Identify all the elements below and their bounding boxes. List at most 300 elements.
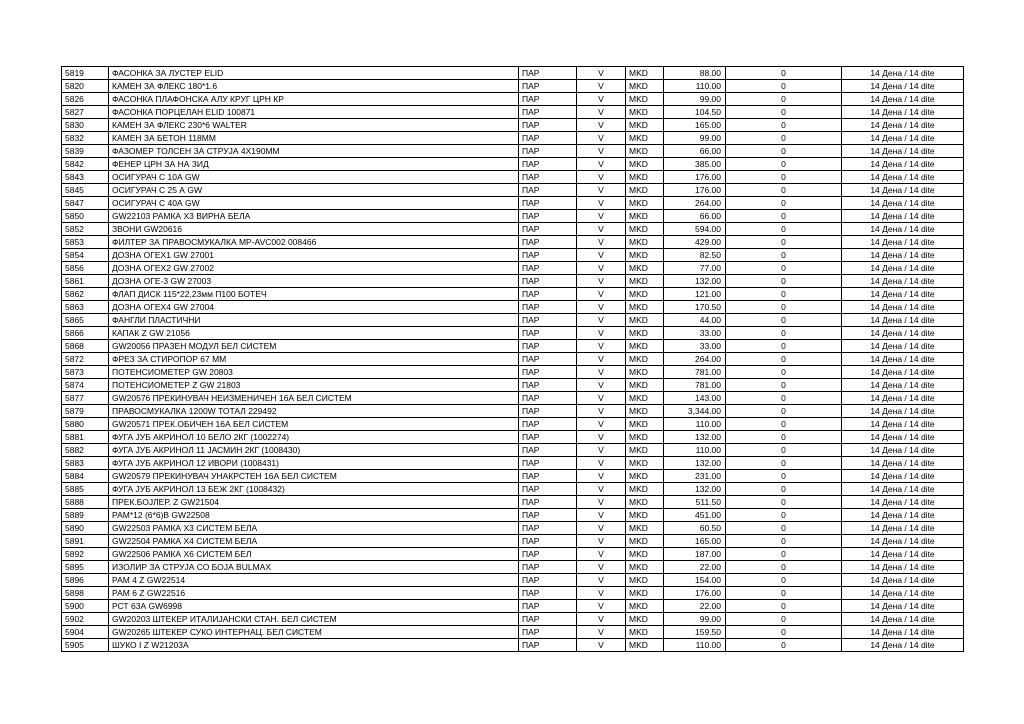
- item-name: GW22506 РАМКА Х6 СИСТЕМ БЕЛ: [109, 548, 519, 561]
- item-currency: MKD: [626, 418, 664, 431]
- item-price: 176.00: [664, 184, 726, 197]
- item-code: 5891: [62, 535, 109, 548]
- item-v: V: [577, 327, 626, 340]
- item-code: 5890: [62, 522, 109, 535]
- item-unit: ПАР: [519, 275, 577, 288]
- item-unit: ПАР: [519, 236, 577, 249]
- item-price: 33.00: [664, 327, 726, 340]
- item-unit: ПАР: [519, 93, 577, 106]
- item-quantity: 0: [726, 639, 842, 652]
- item-name: GW20056 ПРАЗЕН МОДУЛ БЕЛ СИСТЕМ: [109, 340, 519, 353]
- item-unit: ПАР: [519, 158, 577, 171]
- item-code: 5883: [62, 457, 109, 470]
- item-currency: MKD: [626, 327, 664, 340]
- item-currency: MKD: [626, 639, 664, 652]
- item-delivery: 14 Дена / 14 dite: [842, 522, 964, 535]
- item-v: V: [577, 80, 626, 93]
- item-quantity: 0: [726, 392, 842, 405]
- item-unit: ПАР: [519, 522, 577, 535]
- item-code: 5850: [62, 210, 109, 223]
- table-row: [62, 327, 964, 340]
- item-v: V: [577, 288, 626, 301]
- table-row: [62, 444, 964, 457]
- item-v: V: [577, 210, 626, 223]
- item-price: 143.00: [664, 392, 726, 405]
- item-currency: MKD: [626, 314, 664, 327]
- item-delivery: 14 Дена / 14 dite: [842, 301, 964, 314]
- item-v: V: [577, 249, 626, 262]
- item-name: ИЗОЛИР ЗА СТРУЈА СО БОЈА BULMAX: [109, 561, 519, 574]
- item-currency: MKD: [626, 197, 664, 210]
- table-row: [62, 301, 964, 314]
- item-code: 5863: [62, 301, 109, 314]
- item-currency: MKD: [626, 340, 664, 353]
- item-currency: MKD: [626, 496, 664, 509]
- item-delivery: 14 Дена / 14 dite: [842, 171, 964, 184]
- item-delivery: 14 Дена / 14 dite: [842, 509, 964, 522]
- item-price: 82.50: [664, 249, 726, 262]
- item-unit: ПАР: [519, 301, 577, 314]
- item-delivery: 14 Дена / 14 dite: [842, 405, 964, 418]
- item-code: 5832: [62, 132, 109, 145]
- item-code: 5872: [62, 353, 109, 366]
- item-price: 231.00: [664, 470, 726, 483]
- item-price: 165.00: [664, 535, 726, 548]
- item-currency: MKD: [626, 535, 664, 548]
- item-delivery: 14 Дена / 14 dite: [842, 626, 964, 639]
- item-unit: ПАР: [519, 366, 577, 379]
- table-row: [62, 457, 964, 470]
- item-code: 5880: [62, 418, 109, 431]
- item-v: V: [577, 171, 626, 184]
- item-currency: MKD: [626, 145, 664, 158]
- table-row: [62, 132, 964, 145]
- item-delivery: 14 Дена / 14 dite: [842, 80, 964, 93]
- item-v: V: [577, 496, 626, 509]
- item-name: РСТ 63А GW6998: [109, 600, 519, 613]
- item-price: 110.00: [664, 418, 726, 431]
- item-price: 66.00: [664, 210, 726, 223]
- item-currency: MKD: [626, 93, 664, 106]
- item-v: V: [577, 106, 626, 119]
- item-quantity: 0: [726, 67, 842, 80]
- item-quantity: 0: [726, 379, 842, 392]
- item-unit: ПАР: [519, 561, 577, 574]
- table-row: [62, 405, 964, 418]
- item-delivery: 14 Дена / 14 dite: [842, 431, 964, 444]
- item-delivery: 14 Дена / 14 dite: [842, 418, 964, 431]
- item-code: 5839: [62, 145, 109, 158]
- item-unit: ПАР: [519, 613, 577, 626]
- item-quantity: 0: [726, 561, 842, 574]
- item-v: V: [577, 548, 626, 561]
- item-price: 110.00: [664, 444, 726, 457]
- item-code: 5905: [62, 639, 109, 652]
- item-currency: MKD: [626, 470, 664, 483]
- item-quantity: 0: [726, 496, 842, 509]
- item-name: ФУГА ЈУБ АКРИНОЛ 11 ЈАСМИН 2КГ (1008430): [109, 444, 519, 457]
- item-quantity: 0: [726, 106, 842, 119]
- item-currency: MKD: [626, 301, 664, 314]
- item-unit: ПАР: [519, 210, 577, 223]
- item-name: РАМ*12 (6*6)B GW22508: [109, 509, 519, 522]
- item-price: 594.00: [664, 223, 726, 236]
- item-name: ПРАВОСМУКАЛКА 1200W ТОТАЛ 229492: [109, 405, 519, 418]
- item-name: ФУГА ЈУБ АКРИНОЛ 12 ИВОРИ (1008431): [109, 457, 519, 470]
- table-row: [62, 106, 964, 119]
- item-quantity: 0: [726, 405, 842, 418]
- item-unit: ПАР: [519, 249, 577, 262]
- item-price: 165.00: [664, 119, 726, 132]
- table-row: [62, 314, 964, 327]
- item-v: V: [577, 574, 626, 587]
- item-name: ФЛАП ДИСК 115*22,23мм П100 БОТЕЧ: [109, 288, 519, 301]
- item-currency: MKD: [626, 171, 664, 184]
- item-quantity: 0: [726, 470, 842, 483]
- item-delivery: 14 Дена / 14 dite: [842, 236, 964, 249]
- item-code: 5874: [62, 379, 109, 392]
- item-unit: ПАР: [519, 288, 577, 301]
- item-code: 5885: [62, 483, 109, 496]
- item-code: 5827: [62, 106, 109, 119]
- item-price: 99.00: [664, 93, 726, 106]
- item-price: 44.00: [664, 314, 726, 327]
- item-delivery: 14 Дена / 14 dite: [842, 535, 964, 548]
- item-name: GW20576 ПРЕКИНУВАЧ НЕИЗМЕНИЧЕН 16А БЕЛ СИСТЕМ: [109, 392, 519, 405]
- item-name: КАМЕН ЗА БЕТОН 118ММ: [109, 132, 519, 145]
- item-name: ЗВОНИ GW20616: [109, 223, 519, 236]
- item-name: GW20203 ШТЕКЕР ИТАЛИЈАНСКИ СТАН. БЕЛ СИСТЕМ: [109, 613, 519, 626]
- item-name: КАПАК Z GW 21056: [109, 327, 519, 340]
- table-row: [62, 535, 964, 548]
- item-code: 5892: [62, 548, 109, 561]
- item-name: ПРЕК.БОЈЛЕР. Z GW21504: [109, 496, 519, 509]
- item-unit: ПАР: [519, 314, 577, 327]
- item-unit: ПАР: [519, 470, 577, 483]
- table-row: [62, 249, 964, 262]
- item-delivery: 14 Дена / 14 dite: [842, 379, 964, 392]
- item-currency: MKD: [626, 158, 664, 171]
- item-quantity: 0: [726, 145, 842, 158]
- item-unit: ПАР: [519, 600, 577, 613]
- item-delivery: 14 Дена / 14 dite: [842, 197, 964, 210]
- item-price: 99.00: [664, 132, 726, 145]
- item-v: V: [577, 184, 626, 197]
- item-delivery: 14 Дена / 14 dite: [842, 145, 964, 158]
- item-name: ДОЗНА ОГЕX4 GW 27004: [109, 301, 519, 314]
- item-quantity: 0: [726, 119, 842, 132]
- item-delivery: 14 Дена / 14 dite: [842, 639, 964, 652]
- item-quantity: 0: [726, 327, 842, 340]
- table-row: [62, 158, 964, 171]
- item-v: V: [577, 119, 626, 132]
- item-v: V: [577, 301, 626, 314]
- item-quantity: 0: [726, 171, 842, 184]
- table-row: [62, 340, 964, 353]
- item-price: 33.00: [664, 340, 726, 353]
- item-name: ФАНГЛИ ПЛАСТИЧНИ: [109, 314, 519, 327]
- item-v: V: [577, 470, 626, 483]
- item-quantity: 0: [726, 236, 842, 249]
- item-v: V: [577, 197, 626, 210]
- item-unit: ПАР: [519, 171, 577, 184]
- item-quantity: 0: [726, 93, 842, 106]
- item-price: 60.50: [664, 522, 726, 535]
- item-code: 5881: [62, 431, 109, 444]
- item-name: GW22103 РАМКА Х3 ВИРНА БЕЛА: [109, 210, 519, 223]
- item-currency: MKD: [626, 600, 664, 613]
- item-v: V: [577, 418, 626, 431]
- item-name: ФЕНЕР ЦРН ЗА НА ЗИД: [109, 158, 519, 171]
- item-currency: MKD: [626, 379, 664, 392]
- item-delivery: 14 Дена / 14 dite: [842, 106, 964, 119]
- item-code: 5854: [62, 249, 109, 262]
- item-delivery: 14 Дена / 14 dite: [842, 340, 964, 353]
- item-unit: ПАР: [519, 145, 577, 158]
- item-unit: ПАР: [519, 379, 577, 392]
- item-code: 5861: [62, 275, 109, 288]
- item-unit: ПАР: [519, 418, 577, 431]
- item-delivery: 14 Дена / 14 dite: [842, 275, 964, 288]
- item-delivery: 14 Дена / 14 dite: [842, 587, 964, 600]
- item-currency: MKD: [626, 80, 664, 93]
- item-name: ДОЗНА ОГЕ-3 GW 27003: [109, 275, 519, 288]
- item-currency: MKD: [626, 509, 664, 522]
- item-name: ОСИГУРАЧ С 25 А GW: [109, 184, 519, 197]
- item-unit: ПАР: [519, 262, 577, 275]
- item-delivery: 14 Дена / 14 dite: [842, 119, 964, 132]
- table-row: [62, 431, 964, 444]
- item-v: V: [577, 639, 626, 652]
- item-currency: MKD: [626, 392, 664, 405]
- table-row: [62, 145, 964, 158]
- item-price: 170.50: [664, 301, 726, 314]
- item-delivery: 14 Дена / 14 dite: [842, 223, 964, 236]
- item-delivery: 14 Дена / 14 dite: [842, 444, 964, 457]
- item-v: V: [577, 223, 626, 236]
- item-price: 429.00: [664, 236, 726, 249]
- item-name: КАМЕН ЗА ФЛЕКС 180*1.6: [109, 80, 519, 93]
- item-code: 5862: [62, 288, 109, 301]
- item-code: 5879: [62, 405, 109, 418]
- item-name: ПОТЕНСИОМЕТЕР Z GW 21803: [109, 379, 519, 392]
- item-unit: ПАР: [519, 106, 577, 119]
- item-currency: MKD: [626, 132, 664, 145]
- item-name: ФУГА ЈУБ АКРИНОЛ 10 БЕЛО 2КГ (1002274): [109, 431, 519, 444]
- table-row: [62, 522, 964, 535]
- item-v: V: [577, 158, 626, 171]
- table-row: [62, 119, 964, 132]
- item-price: 781.00: [664, 366, 726, 379]
- table-row: [62, 223, 964, 236]
- item-delivery: 14 Дена / 14 dite: [842, 314, 964, 327]
- item-code: 5843: [62, 171, 109, 184]
- item-delivery: 14 Дена / 14 dite: [842, 132, 964, 145]
- item-v: V: [577, 67, 626, 80]
- item-delivery: 14 Дена / 14 dite: [842, 353, 964, 366]
- table-row: [62, 366, 964, 379]
- item-price: 451.00: [664, 509, 726, 522]
- item-delivery: 14 Дена / 14 dite: [842, 249, 964, 262]
- item-currency: MKD: [626, 431, 664, 444]
- item-v: V: [577, 431, 626, 444]
- item-v: V: [577, 509, 626, 522]
- item-quantity: 0: [726, 197, 842, 210]
- item-unit: ПАР: [519, 509, 577, 522]
- item-currency: MKD: [626, 262, 664, 275]
- table-row: [62, 587, 964, 600]
- item-code: 5819: [62, 67, 109, 80]
- item-unit: ПАР: [519, 184, 577, 197]
- item-name: ДОЗНА ОГЕX2 GW 27002: [109, 262, 519, 275]
- item-code: 5853: [62, 236, 109, 249]
- item-currency: MKD: [626, 223, 664, 236]
- item-unit: ПАР: [519, 340, 577, 353]
- item-unit: ПАР: [519, 574, 577, 587]
- item-name: ФРЕЗ ЗА СТИРОПОР 67 ММ: [109, 353, 519, 366]
- item-quantity: 0: [726, 535, 842, 548]
- table-row: [62, 470, 964, 483]
- item-price: 88.00: [664, 67, 726, 80]
- item-price: 187.00: [664, 548, 726, 561]
- item-quantity: 0: [726, 210, 842, 223]
- item-unit: ПАР: [519, 67, 577, 80]
- item-quantity: 0: [726, 158, 842, 171]
- item-unit: ПАР: [519, 626, 577, 639]
- item-v: V: [577, 535, 626, 548]
- item-price: 99.00: [664, 613, 726, 626]
- item-code: 5826: [62, 93, 109, 106]
- table-row: [62, 483, 964, 496]
- table-row: [62, 67, 964, 80]
- item-currency: MKD: [626, 457, 664, 470]
- item-name: GW20579 ПРЕКИНУВАЧ УНАКРСТЕН 16А БЕЛ СИСТЕМ: [109, 470, 519, 483]
- table-row: [62, 275, 964, 288]
- item-quantity: 0: [726, 249, 842, 262]
- item-unit: ПАР: [519, 353, 577, 366]
- item-price: 264.00: [664, 197, 726, 210]
- item-name: ДОЗНА ОГЕX1 GW 27001: [109, 249, 519, 262]
- item-v: V: [577, 314, 626, 327]
- item-price: 176.00: [664, 587, 726, 600]
- item-price: 77.00: [664, 262, 726, 275]
- item-quantity: 0: [726, 366, 842, 379]
- item-price: 132.00: [664, 457, 726, 470]
- item-currency: MKD: [626, 210, 664, 223]
- item-v: V: [577, 392, 626, 405]
- table-row: [62, 639, 964, 652]
- item-v: V: [577, 444, 626, 457]
- item-code: 5888: [62, 496, 109, 509]
- item-v: V: [577, 600, 626, 613]
- item-delivery: 14 Дена / 14 dite: [842, 67, 964, 80]
- item-v: V: [577, 340, 626, 353]
- item-v: V: [577, 522, 626, 535]
- item-v: V: [577, 457, 626, 470]
- item-unit: ПАР: [519, 80, 577, 93]
- item-currency: MKD: [626, 353, 664, 366]
- item-name: ФАЗОМЕР ТОЛСЕН ЗА СТРУЈА 4Х190ММ: [109, 145, 519, 158]
- table-row: [62, 626, 964, 639]
- item-v: V: [577, 236, 626, 249]
- item-quantity: 0: [726, 223, 842, 236]
- item-price: 22.00: [664, 600, 726, 613]
- item-currency: MKD: [626, 106, 664, 119]
- item-currency: MKD: [626, 67, 664, 80]
- item-price: 110.00: [664, 80, 726, 93]
- table-row: [62, 93, 964, 106]
- item-delivery: 14 Дена / 14 dite: [842, 327, 964, 340]
- item-price: 104.50: [664, 106, 726, 119]
- item-code: 5856: [62, 262, 109, 275]
- item-name: GW22504 РАМКА Х4 СИСТЕМ БЕЛА: [109, 535, 519, 548]
- item-currency: MKD: [626, 574, 664, 587]
- item-price: 385.00: [664, 158, 726, 171]
- item-code: 5847: [62, 197, 109, 210]
- item-currency: MKD: [626, 522, 664, 535]
- item-delivery: 14 Дена / 14 dite: [842, 574, 964, 587]
- item-quantity: 0: [726, 431, 842, 444]
- item-delivery: 14 Дена / 14 dite: [842, 561, 964, 574]
- item-price: 159.50: [664, 626, 726, 639]
- table-row: [62, 392, 964, 405]
- item-code: 5902: [62, 613, 109, 626]
- item-price: 121.00: [664, 288, 726, 301]
- item-unit: ПАР: [519, 431, 577, 444]
- item-price: 781.00: [664, 379, 726, 392]
- item-currency: MKD: [626, 249, 664, 262]
- item-quantity: 0: [726, 444, 842, 457]
- table-row: [62, 574, 964, 587]
- item-currency: MKD: [626, 405, 664, 418]
- item-price: 132.00: [664, 431, 726, 444]
- table-row: [62, 262, 964, 275]
- item-price: 3,344.00: [664, 405, 726, 418]
- item-name: ФУГА ЈУБ АКРИНОЛ 13 БЕЖ 2КГ (1008432): [109, 483, 519, 496]
- table-row: [62, 600, 964, 613]
- item-delivery: 14 Дена / 14 dite: [842, 288, 964, 301]
- item-name: GW20571 ПРЕК.ОБИЧЕН 16А БЕЛ СИСТЕМ: [109, 418, 519, 431]
- item-quantity: 0: [726, 288, 842, 301]
- item-currency: MKD: [626, 184, 664, 197]
- item-v: V: [577, 405, 626, 418]
- item-v: V: [577, 353, 626, 366]
- table-row: [62, 210, 964, 223]
- item-quantity: 0: [726, 132, 842, 145]
- item-unit: ПАР: [519, 223, 577, 236]
- item-delivery: 14 Дена / 14 dite: [842, 457, 964, 470]
- item-delivery: 14 Дена / 14 dite: [842, 496, 964, 509]
- item-quantity: 0: [726, 314, 842, 327]
- item-unit: ПАР: [519, 639, 577, 652]
- item-delivery: 14 Дена / 14 dite: [842, 483, 964, 496]
- item-name: РАМ 4 Z GW22514: [109, 574, 519, 587]
- item-delivery: 14 Дена / 14 dite: [842, 392, 964, 405]
- table-row: [62, 288, 964, 301]
- table-row: [62, 80, 964, 93]
- item-delivery: 14 Дена / 14 dite: [842, 366, 964, 379]
- item-unit: ПАР: [519, 119, 577, 132]
- item-name: КАМЕН ЗА ФЛЕКС 230*6 WALTER: [109, 119, 519, 132]
- item-name: ФАСОНКА ПОРЦЕЛАН ELID 100871: [109, 106, 519, 119]
- item-quantity: 0: [726, 600, 842, 613]
- item-delivery: 14 Дена / 14 dite: [842, 210, 964, 223]
- item-price: 264.00: [664, 353, 726, 366]
- item-price: 176.00: [664, 171, 726, 184]
- item-v: V: [577, 93, 626, 106]
- item-code: 5845: [62, 184, 109, 197]
- item-code: 5877: [62, 392, 109, 405]
